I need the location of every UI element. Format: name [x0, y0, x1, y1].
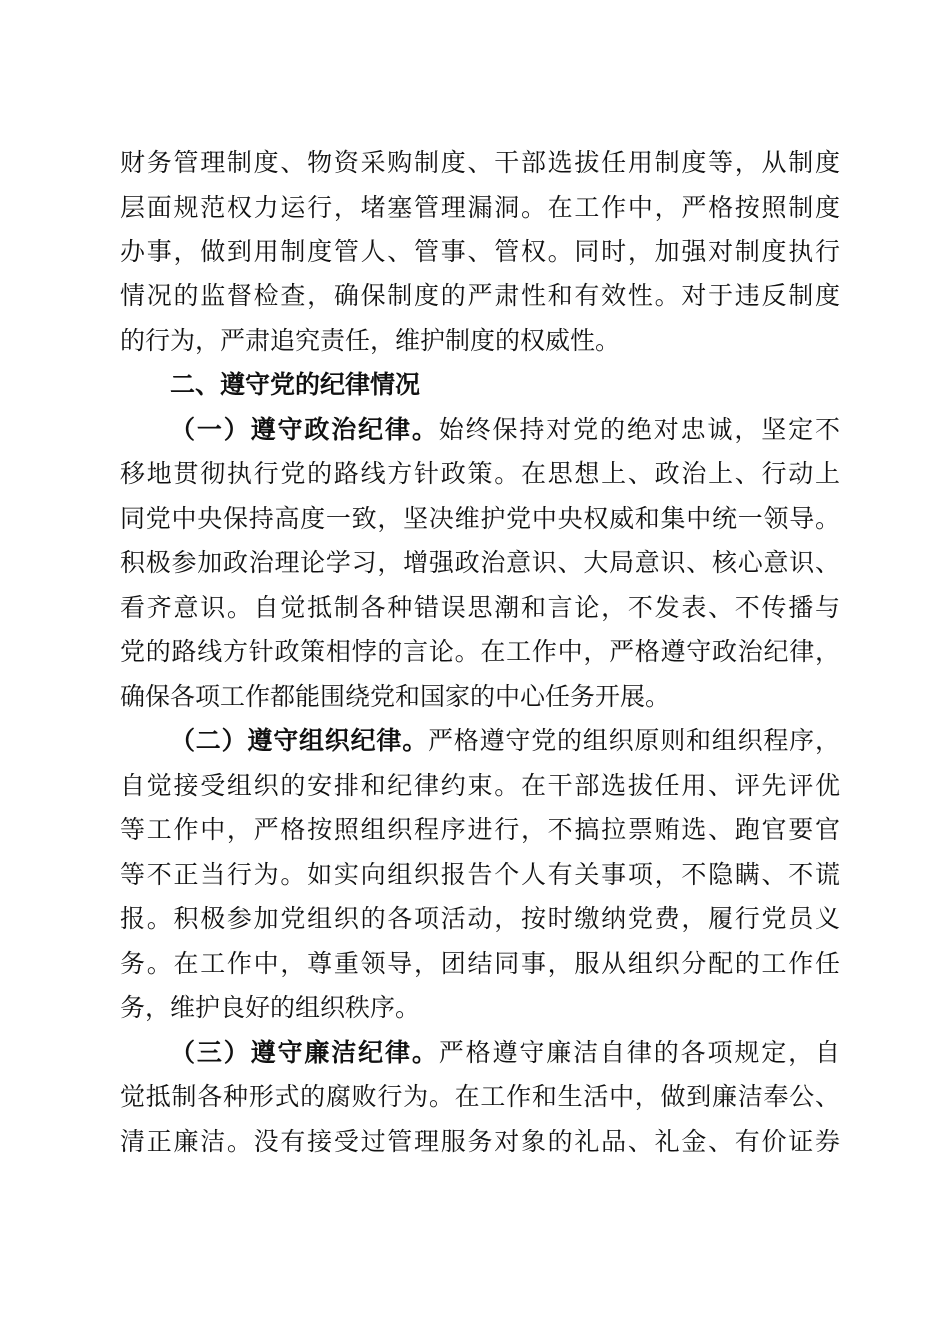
paragraph-line: 确保各项工作都能围绕党和国家的中心任务开展。 — [120, 682, 671, 711]
paragraph-line: 务，维护良好的组织秩序。 — [120, 993, 421, 1022]
paragraph-line: 报。积极参加党组织的各项活动，按时缴纳党费，履行党员义 — [120, 904, 840, 933]
paragraph-first-line — [170, 721, 840, 761]
paragraph-line: 务。在工作中，尊重领导，团结同事，服从组织分配的工作任 — [120, 949, 840, 978]
subsection-lead-integrity: （三）遵守廉洁纪律。 — [170, 1038, 439, 1067]
paragraph-line: 移地贯彻执行党的路线方针政策。在思想上、政治上、行动上 — [120, 459, 840, 488]
paragraph-line: 等不正当行为。如实向组织报告个人有关事项，不隐瞒、不谎 — [120, 860, 840, 889]
paragraph-line: 同党中央保持高度一致，坚决维护党中央权威和集中统一领导。 — [120, 504, 840, 533]
subsection-lead-political: （一）遵守政治纪律。 — [170, 415, 439, 444]
paragraph-line: 积极参加政治理论学习，增强政治意识、大局意识、核心意识、 — [120, 548, 840, 577]
paragraph-line: 觉抵制各种形式的腐败行为。在工作和生活中，做到廉洁奉公、 — [120, 1082, 840, 1111]
paragraph-line: 办事，做到用制度管人、管事、管权。同时，加强对制度执行 — [120, 237, 840, 266]
paragraph-line: 等工作中，严格按照组织程序进行，不搞拉票贿选、跑官要官 — [120, 815, 840, 844]
paragraph-line: 党的路线方针政策相悖的言论。在工作中，严格遵守政治纪律， — [120, 637, 840, 666]
paragraph-line: 财务管理制度、物资采购制度、干部选拔任用制度等，从制度 — [120, 148, 840, 177]
subsection-lead-organizational: （二）遵守组织纪律。 — [170, 726, 428, 755]
paragraph-line: 的行为，严肃追究责任，维护制度的权威性。 — [120, 326, 621, 355]
paragraph-line: 自觉接受组织的安排和纪律约束。在干部选拔任用、评先评优 — [120, 771, 840, 800]
paragraph-first-line — [170, 1033, 840, 1073]
paragraph-text: 始终保持对党的绝对忠诚，坚定不 — [438, 415, 840, 444]
paragraph-line: 看齐意识。自觉抵制各种错误思潮和言论，不发表、不传播与 — [120, 593, 840, 622]
section-heading: 二、遵守党的纪律情况 — [170, 370, 421, 399]
paragraph-text: 严格遵守党的组织原则和组织程序， — [428, 726, 840, 755]
paragraph-text: 严格遵守廉洁自律的各项规定，自 — [438, 1038, 840, 1067]
paragraph-line: 情况的监督检查，确保制度的严肃性和有效性。对于违反制度 — [120, 281, 840, 310]
paragraph-first-line — [170, 410, 840, 450]
paragraph-line: 清正廉洁。没有接受过管理服务对象的礼品、礼金、有价证券 — [120, 1127, 840, 1156]
paragraph-line: 层面规范权力运行，堵塞管理漏洞。在工作中，严格按照制度 — [120, 193, 840, 222]
